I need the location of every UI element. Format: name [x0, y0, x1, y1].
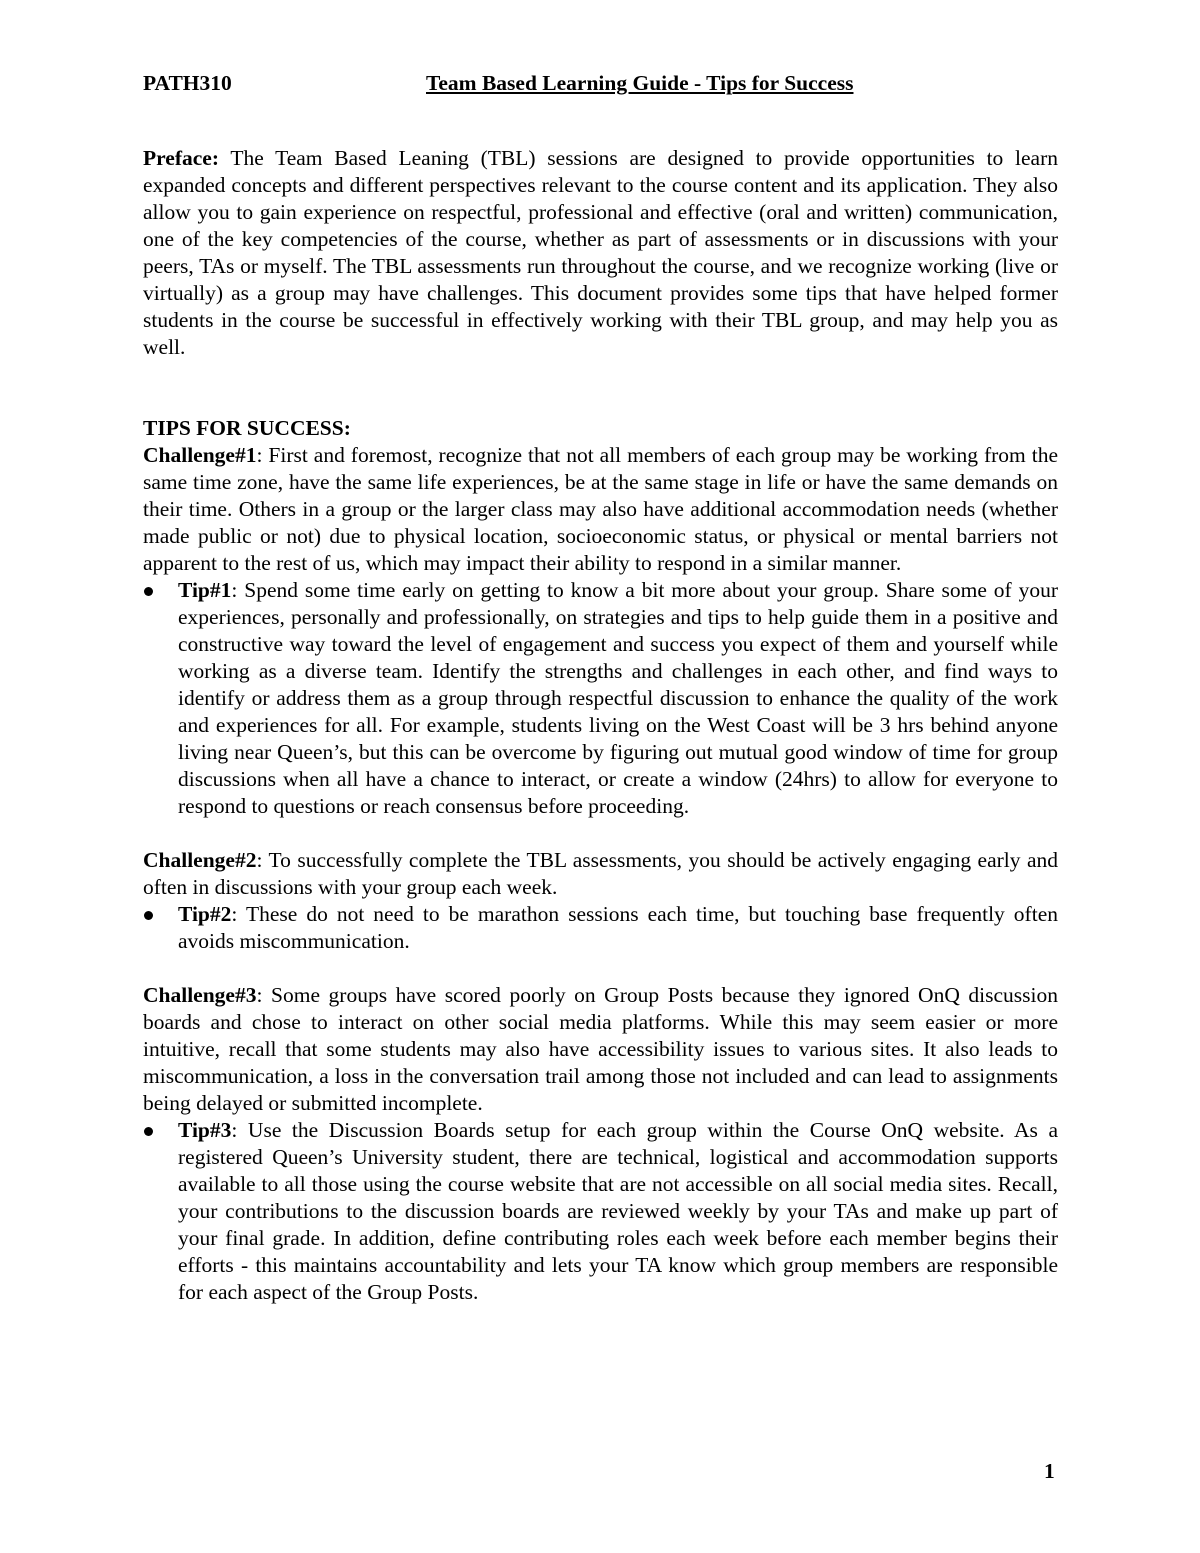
tip-3-label: Tip#3 — [178, 1118, 232, 1142]
tip-3-text: : Use the Discussion Boards setup for each group within the Course OnQ website. As a registered Queen’s University student, there are technical, logistical and accommodation supports available to all those using the course website that are not accessible on all social media sites. Recall, your contributions to the discussion boards are reviewed weekly by your TAs and make up part of your final grade. In addition, define contributing roles each week before each member begins their efforts - this maintains accountability and lets your TA know which group members are responsible for each aspect of the Group Posts. — [178, 1118, 1058, 1304]
challenge-1-text: : First and foremost, recognize that not all members of each group may be working from the same time zone, have the same life experiences, be at the same stage in life or have the same demands on their time. Others in a group or the larger class may also have additional accommodation needs (whether made public or not) due to physical location, socioeconomic status, or physical or mental barriers not apparent to the rest of us, which may impact their ability to respond in a similar manner. — [143, 443, 1058, 575]
challenge-2-text: : To successfully complete the TBL assessments, you should be actively engaging early and often in discussions with your group each week. — [143, 848, 1058, 899]
tip-1-list — [143, 577, 1058, 820]
preface-label: Preface: — [143, 146, 219, 170]
document-title: Team Based Learning Guide - Tips for Success — [426, 71, 854, 95]
tip-3-list — [143, 1117, 1058, 1306]
course-code: PATH310 — [143, 71, 232, 95]
challenge-3-text: : Some groups have scored poorly on Group Posts because they ignored OnQ discussion boards and chose to interact on other social media platforms. While this may seem easier or more intuitive, recall that some students may also have accessibility issues to various sites. It also leads to miscommunication, a loss in the conversation trail among those not included and can lead to assignments being delayed or submitted incomplete. — [143, 983, 1058, 1115]
tip-2-item — [143, 901, 1058, 955]
tip-2-list — [143, 901, 1058, 955]
tip-1-item — [143, 577, 1058, 820]
preface-text: The Team Based Leaning (TBL) sessions are designed to provide opportunities to learn expanded concepts and different perspectives relevant to the course content and its application. They also allow you to gain experience on respectful, professional and effective (oral and written) communication, one of the key competencies of the course, whether as part of assessments or in discussions with your peers, TAs or myself. The TBL assessments run throughout the course, and we recognize working (live or virtually) as a group may have challenges. This document provides some tips that have helped former students in the course be successful in effectively working with their TBL group, and may help you as well. — [143, 146, 1058, 359]
tips-heading: TIPS FOR SUCCESS: — [143, 416, 351, 440]
challenge-1-paragraph — [143, 442, 1058, 577]
document-page — [143, 70, 1058, 1306]
preface-paragraph — [143, 145, 1058, 361]
document-header — [143, 70, 1058, 100]
tip-2-label: Tip#2 — [178, 902, 232, 926]
challenge-3-label: Challenge#3 — [143, 983, 257, 1007]
tip-2-text: : These do not need to be marathon sessions each time, but touching base frequently often avoids miscommunication. — [178, 902, 1058, 953]
tip-1-label: Tip#1 — [178, 578, 232, 602]
challenge-3-paragraph — [143, 982, 1058, 1117]
tip-1-text: : Spend some time early on getting to know a bit more about your group. Share some of your experiences, personally and professionally, on strategies and tips to help guide them in a positive and constructive way toward the level of engagement and success you expect of them and yourself while working as a diverse team. Identify the strengths and challenges in each other, and find ways to identify or address them as a group through respectful discussion to enhance the quality of the work and experiences for all. For example, students living on the West Coast will be 3 hrs behind anyone living near Queen’s, but this can be overcome by figuring out mutual good window of time for group discussions when all have a chance to interact, or create a window (24hrs) to allow for everyone to respond to questions or reach consensus before proceeding. — [178, 578, 1058, 818]
challenge-1-label: Challenge#1 — [143, 443, 257, 467]
page-number: 1 — [1044, 1459, 1055, 1483]
tip-3-item — [143, 1117, 1058, 1306]
challenge-2-paragraph — [143, 847, 1058, 901]
challenge-2-label: Challenge#2 — [143, 848, 257, 872]
